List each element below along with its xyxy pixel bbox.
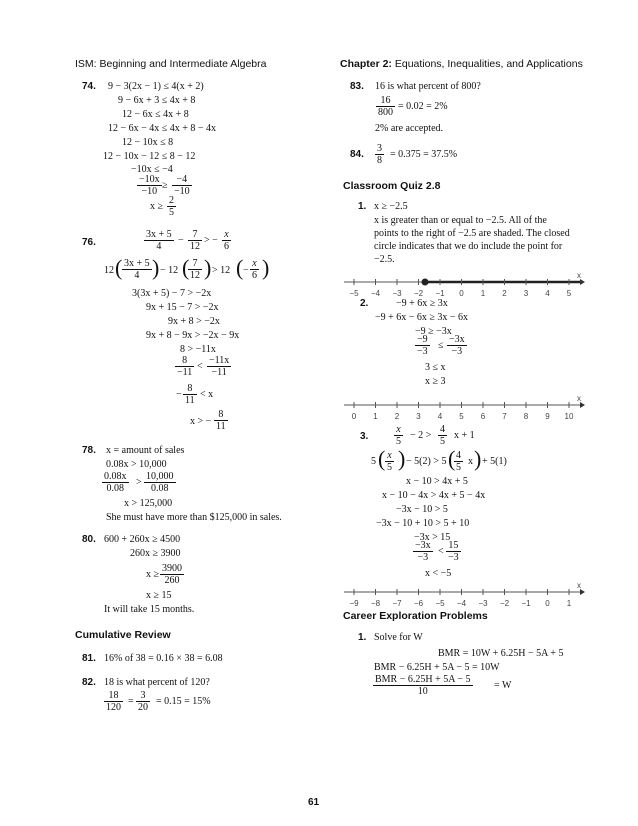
problem-number: 80. — [82, 534, 96, 545]
tick-label: 10 — [564, 412, 574, 421]
step-line: −9 + 6x − 6x ≥ 3x − 6x — [375, 312, 469, 323]
step-line: x + 1 — [454, 430, 475, 441]
tick-label: 2 — [502, 289, 507, 298]
paren-open: ( — [236, 255, 244, 280]
fraction: $\frac{3x + 5}{4}$ — [124, 258, 150, 281]
relation-sign: < — [197, 361, 203, 372]
answer: She must have more than $125,000 in sales. — [106, 512, 282, 523]
fraction: $\frac{x}{6}$ — [224, 229, 229, 252]
fraction: $\frac{3}{8}$ — [377, 143, 382, 166]
step-line: x ≥ 15 — [146, 590, 172, 601]
tick-label: −8 — [370, 599, 381, 608]
question: Solve for W — [374, 632, 423, 643]
axis-label: x — [577, 394, 581, 403]
tick-label: −1 — [521, 599, 531, 608]
relation-sign: ≤ — [438, 340, 444, 351]
paren-close: ) — [398, 446, 406, 471]
fraction: BMR − 6.25H + 5A − 5 10 — [375, 674, 471, 697]
question: 16 is what percent of 800? — [375, 81, 481, 92]
step-line: x ≥ −2.5 — [374, 201, 408, 212]
step-line: = 0.02 = 2% — [398, 101, 448, 112]
explanation-line: x is greater than or equal to −2.5. All of the — [374, 215, 547, 226]
result-lhs: x ≥ — [146, 569, 159, 580]
step-line: 3(3x + 5) − 7 > −2x — [132, 288, 212, 299]
number-line-3 — [340, 580, 585, 610]
step-line: 9x + 15 − 7 > −2x — [146, 302, 219, 313]
step-line: −9 ≥ −3x — [415, 326, 452, 337]
tick-label: 0 — [459, 289, 464, 298]
fraction: $\frac{0.08x}{0.08}$ — [104, 471, 127, 494]
tick-label: 3 — [523, 289, 529, 298]
fraction: $\frac{x}{6}$ — [252, 258, 257, 281]
paren-close: ) — [474, 446, 482, 471]
fraction: $\frac{8}{-11}$ — [177, 355, 193, 378]
fraction: $\frac{8}{11}$ — [216, 409, 226, 432]
step-line: = 0.375 = 37.5% — [390, 149, 458, 160]
step-line: 9 − 6x + 3 ≤ 4x + 8 — [118, 95, 196, 106]
tick-label: −5 — [349, 289, 359, 298]
variable: x — [468, 456, 473, 467]
problem-number: 2. — [360, 298, 369, 309]
relation-sign: > 12 — [212, 265, 231, 276]
fraction: $\frac{16}{800}$ — [378, 95, 393, 118]
step-line: BMR − 6.25H + 5A − 5 = 10W — [374, 662, 500, 673]
relation-sign: = — [128, 696, 134, 707]
step-line: x < −5 — [425, 568, 452, 579]
explanation-line: circle indicates that we do include the point for — [374, 241, 563, 252]
fraction: $\frac{x}{5}$ — [387, 450, 392, 473]
tick-label: −4 — [370, 289, 381, 298]
section-title: Classroom Quiz 2.8 — [343, 180, 441, 192]
tick-label: 5 — [566, 289, 572, 298]
tick-label: −1 — [435, 289, 445, 298]
tick-label: −2 — [413, 289, 424, 298]
paren-open: ( — [115, 255, 123, 280]
answer: It will take 15 months. — [104, 604, 195, 615]
tick-label: −2 — [499, 599, 510, 608]
step-line: 12 − 6x − 4x ≤ 4x + 8 − 4x — [108, 123, 217, 134]
relation-sign: > − — [204, 235, 218, 246]
tick-label: −3 — [392, 289, 402, 298]
tick-label: 0 — [351, 412, 357, 421]
fraction: $\frac{4}{5}$ — [440, 424, 445, 447]
fraction: $\frac{-3x}{-3}$ — [415, 540, 431, 563]
tick-label: −7 — [392, 599, 402, 608]
step-line: x − 10 − 4x > 4x + 5 − 4x — [382, 490, 486, 501]
question: 18 is what percent of 120? — [104, 677, 210, 688]
paren-open: ( — [378, 446, 386, 471]
explanation-line: −2.5. — [374, 254, 395, 265]
tick-label: 2 — [394, 412, 400, 421]
tick-label: 1 — [480, 289, 486, 298]
problem-number: 1. — [358, 201, 367, 212]
operator: − 2 > — [410, 430, 432, 441]
explanation-line: points to the right of −2.5 are shaded. The closed — [374, 228, 570, 239]
paren-open: ( — [182, 255, 190, 280]
step-line: 9x + 8 > −2x — [168, 316, 220, 327]
fraction: $\frac{-11x}{-11}$ — [209, 355, 230, 378]
tick-label: 6 — [480, 412, 486, 421]
paren-open: ( — [448, 446, 456, 471]
paren-close: ) — [204, 255, 212, 280]
step-line: −3x − 10 + 10 > 5 + 10 — [376, 518, 470, 529]
coefficient: 5 — [371, 456, 376, 467]
tick-label: 0 — [545, 599, 550, 608]
coefficient: 12 — [104, 265, 114, 276]
step-line: x − 10 > 4x + 5 — [406, 476, 468, 487]
tick-label: 4 — [437, 412, 443, 421]
tick-label: 8 — [523, 412, 529, 421]
tick-label: −6 — [413, 599, 424, 608]
step-line: 12 − 10x − 12 ≤ 8 − 12 — [103, 151, 196, 162]
step-line: 0.08x > 10,000 — [106, 459, 167, 470]
tick-label: −3 — [478, 599, 488, 608]
problem-number: 78. — [82, 445, 96, 456]
tick-label: −4 — [456, 599, 467, 608]
step-line: 12 − 6x ≤ 4x + 8 — [122, 109, 189, 120]
step-line: −10x ≤ −4 — [131, 164, 173, 175]
step-line: −9 + 6x ≥ 3x — [396, 298, 448, 309]
problem-number: 3. — [360, 431, 369, 442]
relation-sign: ≥ — [162, 180, 168, 191]
relation-sign: < x — [200, 389, 214, 400]
fraction: $\frac{2}{5}$ — [169, 195, 174, 218]
fraction: $\frac{x}{5}$ — [396, 424, 401, 447]
operator: − — [178, 235, 184, 246]
running-header-right: Chapter 2: Equations, Inequalities, and Applications — [340, 58, 583, 70]
fraction: $\frac{10,000}{0.08}$ — [146, 471, 174, 494]
step-line: x = amount of sales — [106, 445, 185, 456]
step-line: x > 125,000 — [124, 498, 173, 509]
fraction: $\frac{-3x}{-3}$ — [449, 334, 465, 357]
fraction: $\frac{-4}{-10}$ — [174, 174, 190, 197]
step-line: = 0.15 = 15% — [156, 696, 211, 707]
fraction: $\frac{3900}{260}$ — [162, 563, 182, 586]
operator: + 5(1) — [482, 456, 507, 467]
step-line: 600 + 260x ≥ 4500 — [104, 534, 181, 545]
operator: − 12 — [160, 265, 179, 276]
tick-label: 3 — [416, 412, 421, 421]
step-line: −3x > 15 — [414, 532, 451, 543]
fraction: $\frac{7}{12}$ — [190, 229, 200, 252]
step-line: BMR = 10W + 6.25H − 5A + 5 — [438, 648, 564, 659]
problem-number: 83. — [350, 81, 364, 92]
fraction: $\frac{-10x}{-10}$ — [139, 174, 160, 197]
step-line: 16% of 38 = 0.16 × 38 = 6.08 — [104, 653, 223, 664]
section-title: Cumulative Review — [75, 629, 171, 641]
tick-label: 1 — [566, 599, 572, 608]
fraction: $\frac{8}{11}$ — [185, 383, 195, 406]
relation-sign: < — [438, 546, 444, 557]
tick-label: 5 — [459, 412, 464, 421]
tick-label: 4 — [545, 289, 550, 298]
result-lhs: x > − — [190, 416, 212, 427]
step-line: = W — [494, 680, 512, 691]
number-line-1 — [340, 270, 585, 300]
problem-number: 1. — [358, 632, 367, 643]
paren-close: ) — [152, 255, 160, 280]
answer: 2% are accepted. — [375, 123, 444, 134]
tick-label: 1 — [373, 412, 378, 421]
step-line: x ≥ 3 — [425, 376, 446, 387]
problem-number: 74. — [82, 81, 96, 92]
closed-circle-icon — [422, 279, 429, 286]
page-number: 61 — [308, 797, 320, 808]
number-line-2 — [340, 393, 585, 423]
running-header-left: ISM: Beginning and Intermediate Algebra — [75, 58, 267, 70]
axis-label: x — [577, 581, 581, 590]
relation-sign: > — [136, 477, 142, 488]
fraction: $\frac{4}{5}$ — [456, 450, 461, 473]
fraction: $\frac{18}{120}$ — [106, 690, 121, 713]
step-line: −3x − 10 > 5 — [396, 504, 448, 515]
operator: − 5(2) > 5 — [406, 456, 447, 467]
step-line: 12 − 10x ≤ 8 — [122, 137, 174, 148]
problem-number: 82. — [82, 677, 96, 688]
fraction: $\frac{3}{20}$ — [138, 690, 148, 713]
fraction: $\frac{3x + 5}{4}$ — [146, 229, 172, 252]
step-line: 3 ≤ x — [425, 362, 446, 373]
tick-label: −5 — [435, 599, 445, 608]
fraction: $\frac{7}{12}$ — [190, 258, 200, 281]
result-lhs: x ≥ — [150, 201, 163, 212]
step-line: 9 − 3(2x − 1) ≤ 4(x + 2) — [108, 81, 204, 92]
tick-label: 9 — [545, 412, 550, 421]
fraction: $\frac{-9}{-3}$ — [417, 334, 428, 357]
operator: − — [176, 389, 182, 400]
section-title: Career Exploration Problems — [343, 610, 488, 622]
operator: − — [243, 265, 249, 276]
step-line: 8 > −11x — [180, 344, 216, 355]
fraction: $\frac{15}{-3}$ — [448, 540, 459, 563]
problem-number: 84. — [350, 149, 364, 160]
axis-label: x — [577, 271, 581, 280]
paren-close: ) — [262, 255, 270, 280]
tick-label: −9 — [349, 599, 359, 608]
problem-number: 76. — [82, 237, 96, 248]
problem-number: 81. — [82, 653, 96, 664]
step-line: 9x + 8 − 9x > −2x − 9x — [146, 330, 240, 341]
step-line: 260x ≥ 3900 — [130, 548, 181, 559]
tick-label: 7 — [502, 412, 507, 421]
